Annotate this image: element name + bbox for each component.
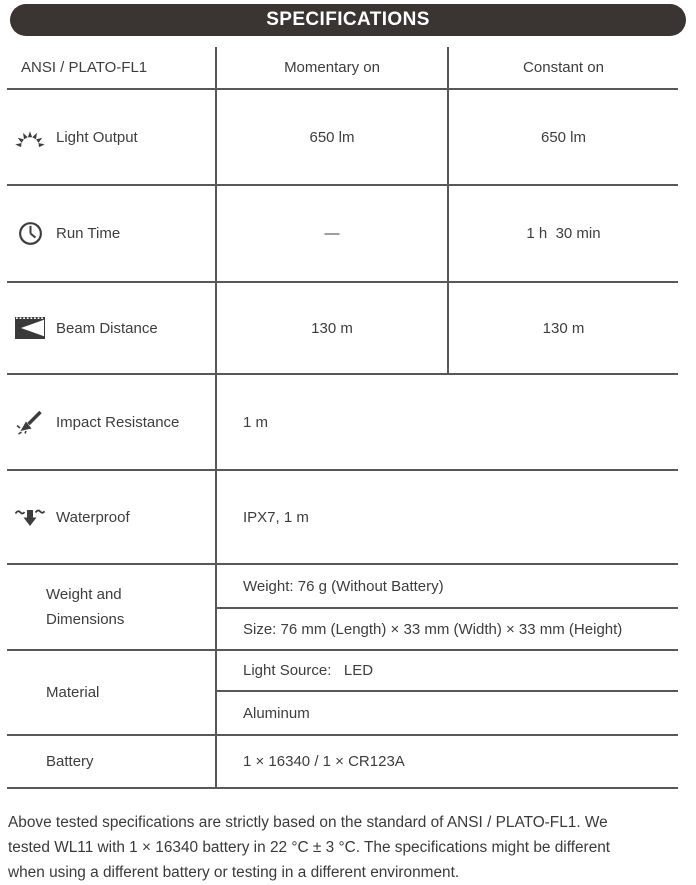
waterproof-label-cell bbox=[7, 470, 216, 564]
beam-distance-icon bbox=[12, 317, 48, 339]
weight-value: Weight: 76 g (Without Battery) bbox=[216, 564, 678, 608]
light-output-label: Light Output bbox=[56, 128, 138, 146]
beam-distance-label-cell bbox=[7, 282, 216, 374]
size-value: Size: 76 mm (Length) × 33 mm (Width) × 33 mm (Height) bbox=[216, 608, 678, 650]
footnote-line: Above tested specifications are strictly based on the standard of ANSI / PLATO-FL1. We bbox=[8, 814, 608, 831]
battery-label-cell bbox=[7, 735, 216, 788]
header-constant-cell bbox=[448, 47, 678, 89]
table-row bbox=[7, 564, 678, 608]
run-time-label: Run Time bbox=[56, 225, 121, 242]
waterproof-value: IPX7, 1 m bbox=[216, 470, 678, 564]
beam-distance-momentary-value: 130 m bbox=[216, 282, 448, 374]
light-output-constant-value: 650 lm bbox=[448, 89, 678, 185]
impact-resistance-label: Impact Resistance bbox=[56, 413, 180, 431]
run-time-constant-value: 1 h 30 min bbox=[448, 185, 678, 282]
battery-value: 1 × 16340 / 1 × CR123A bbox=[216, 735, 678, 788]
table-row bbox=[7, 185, 678, 282]
material-label: Material bbox=[46, 684, 100, 701]
run-time-momentary-value: — bbox=[216, 185, 448, 282]
table-row bbox=[7, 470, 678, 564]
waterproof-label: Waterproof bbox=[56, 508, 130, 526]
run-time-icon bbox=[12, 220, 48, 247]
table-row bbox=[7, 89, 678, 185]
material-label-cell bbox=[7, 650, 216, 735]
light-source-value: Light Source: LED bbox=[216, 650, 678, 691]
table-row bbox=[7, 650, 678, 691]
light-output-label-cell bbox=[7, 89, 216, 185]
table-row bbox=[7, 374, 678, 470]
standard-label: ANSI / PLATO-FL1 bbox=[21, 59, 148, 76]
impact-resistance-value: 1 m bbox=[216, 374, 678, 470]
table-header-row bbox=[7, 47, 678, 89]
page-title: SPECIFICATIONS bbox=[266, 9, 430, 30]
header-standard-cell bbox=[7, 47, 216, 89]
material-value: Aluminum bbox=[216, 691, 678, 735]
constant-on-header: Constant on bbox=[523, 59, 604, 76]
waterproof-icon bbox=[12, 505, 48, 529]
footnote-line: when using a different battery or testing in a different environment. bbox=[8, 864, 460, 881]
header-momentary-cell bbox=[216, 47, 448, 89]
specifications-title-bar bbox=[10, 4, 686, 36]
table-row bbox=[7, 735, 678, 788]
weight-dimensions-label: Weight and Dimensions bbox=[46, 586, 126, 628]
light-output-momentary-value: 650 lm bbox=[216, 89, 448, 185]
impact-resistance-icon bbox=[12, 409, 48, 435]
impact-resistance-label-cell bbox=[7, 374, 216, 470]
footnote bbox=[8, 810, 688, 885]
specifications-table bbox=[7, 47, 678, 789]
table-row bbox=[7, 282, 678, 374]
weight-dimensions-label-cell bbox=[7, 564, 216, 650]
battery-label: Battery bbox=[46, 753, 94, 770]
momentary-on-header: Momentary on bbox=[284, 59, 380, 76]
footnote-line: tested WL11 with 1 × 16340 battery in 22 °C ± 3 °C. The specifications might be different bbox=[8, 839, 611, 856]
beam-distance-label: Beam Distance bbox=[56, 319, 158, 337]
light-output-icon bbox=[12, 124, 48, 150]
beam-distance-constant-value: 130 m bbox=[448, 282, 678, 374]
run-time-label-cell bbox=[7, 185, 216, 282]
